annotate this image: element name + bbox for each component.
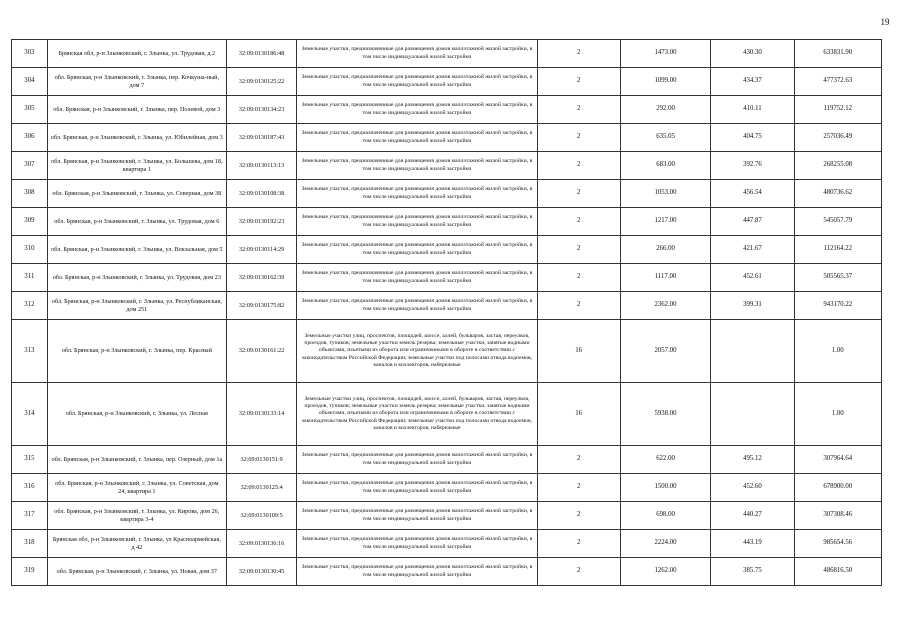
address-cell: Брянская обл, р-н Злынковский, г. Злынка, ул. Трудовая, д 2 [47,40,226,68]
cadastral-number-cell: 32:09:0130161:22 [226,320,297,383]
cadastral-value-cell: 943170.22 [794,292,881,320]
row-number-cell: 306 [12,124,48,152]
group-code-cell: 2 [537,292,620,320]
specific-value-cell: 440.27 [711,502,794,530]
group-code-cell: 2 [537,236,620,264]
land-use-cell: Земельные участки, предназначенные для размещения домов малоэтажной жилой застройки, в том числе индивидуальной жилой застройки [297,502,537,530]
specific-value-cell: 421.67 [711,236,794,264]
land-use-cell: Земельные участки, предназначенные для размещения домов малоэтажной жилой застройки, в том числе индивидуальной жилой застройки [297,152,537,180]
land-use-cell: Земельные участки, предназначенные для размещения домов малоэтажной жилой застройки, в том числе индивидуальной жилой застройки [297,68,537,96]
address-cell: обл. Брянская, р-н Злынковский, г. Злынка, ул. Лесная [47,383,226,446]
group-code-cell: 2 [537,474,620,502]
address-cell: обл. Брянская, р-н Злынковский, г. Злынка, ул. Трудовая, дом 23 [47,264,226,292]
cadastral-value-cell: 119752.12 [794,96,881,124]
address-cell: обл. Брянская, р-н Злынковский, г. Злынка, пер. Полевой, дом 3 [47,96,226,124]
specific-value-cell: 443.19 [711,530,794,558]
row-number-cell: 303 [12,40,48,68]
cadastral-number-cell: 32:09:0130136:16 [226,530,297,558]
group-code-cell: 2 [537,180,620,208]
land-use-cell: Земельные участки, предназначенные для размещения домов малоэтажной жилой застройки, в том числе индивидуальной жилой застройки [297,96,537,124]
table-row [12,152,882,180]
area-cell: 683.00 [620,152,711,180]
land-use-cell: Земельные участки улиц, проспектов, площадей, шоссе, аллей, бульваров, застав, переулков, проездов, тупиков; земельные участки земель резерва; земельные участки, занятые водными объектами, изъятыми из оборота или ограниченными в обороте в соответствии с законодательством Российской Федерации; земельные участки под полосами отвода водоемов, каналов и коллекторов, набережные [297,320,537,383]
table-row [12,320,882,383]
specific-value-cell: 447.87 [711,208,794,236]
address-cell: обл. Брянская, р-н Злынковский, г. Злынка, пер. Кочкуша-ный, дом 7 [47,68,226,96]
row-number-cell: 312 [12,292,48,320]
area-cell: 1217.00 [620,208,711,236]
row-number-cell: 308 [12,180,48,208]
address-cell: обл. Брянская, р-н Злынковский, г. Злынка, ул. Вокзальная, дом 5 [47,236,226,264]
group-code-cell: 2 [537,446,620,474]
row-number-cell: 310 [12,236,48,264]
row-number-cell: 304 [12,68,48,96]
specific-value-cell: 456.54 [711,180,794,208]
table-row [12,558,882,586]
land-use-cell: Земельные участки, предназначенные для размещения домов малоэтажной жилой застройки, в том числе индивидуальной жилой застройки [297,124,537,152]
cadastral-number-cell: 32:09:0130175:82 [226,292,297,320]
specific-value-cell: 434.37 [711,68,794,96]
group-code-cell: 2 [537,208,620,236]
cadastral-number-cell: 32:09:0130125:4 [226,474,297,502]
row-number-cell: 319 [12,558,48,586]
cadastral-number-cell: 32:09:0130151:9 [226,446,297,474]
land-parcel-table [11,39,882,586]
cadastral-value-cell: 257036.49 [794,124,881,152]
area-cell: 698.00 [620,502,711,530]
cadastral-number-cell: 32:09:0130192:23 [226,208,297,236]
table-row [12,474,882,502]
group-code-cell: 2 [537,152,620,180]
group-code-cell: 2 [537,558,620,586]
area-cell: 5938.00 [620,383,711,446]
row-number-cell: 314 [12,383,48,446]
cadastral-value-cell: 477372.63 [794,68,881,96]
row-number-cell: 305 [12,96,48,124]
table-row [12,40,882,68]
area-cell: 1117.00 [620,264,711,292]
address-cell: обл. Брянская, р-н Злынковский, г. Злынка, пер. Озерный, дом 1а [47,446,226,474]
table-row [12,236,882,264]
address-cell: обл. Брянская, р-н Злынковский, г. Злынка, ул. Трудовая, дом 6 [47,208,226,236]
cadastral-value-cell: 268255.08 [794,152,881,180]
specific-value-cell: 392.76 [711,152,794,180]
address-cell: обл. Брянская, р-н Злынковский, г. Злынка, ул. Большева, дом 18, квартира 1 [47,152,226,180]
cadastral-number-cell: 32:09:0130108:38 [226,180,297,208]
land-use-cell: Земельные участки, предназначенные для размещения домов малоэтажной жилой застройки, в том числе индивидуальной жилой застройки [297,40,537,68]
cadastral-value-cell: 307308.46 [794,502,881,530]
area-cell: 1053.00 [620,180,711,208]
cadastral-value-cell: 633831.90 [794,40,881,68]
address-cell: обл. Брянская, р-н Злынковский, г. Злынка, ул. Советская, дом 24, квартира 1 [47,474,226,502]
group-code-cell: 2 [537,530,620,558]
row-number-cell: 309 [12,208,48,236]
land-use-cell: Земельные участки, предназначенные для размещения домов малоэтажной жилой застройки, в том числе индивидуальной жилой застройки [297,208,537,236]
area-cell: 266.00 [620,236,711,264]
cadastral-number-cell: 32:09:0130125:22 [226,68,297,96]
group-code-cell: 16 [537,383,620,446]
specific-value-cell: 452.61 [711,264,794,292]
group-code-cell: 2 [537,68,620,96]
area-cell: 622.00 [620,446,711,474]
area-cell: 1473.00 [620,40,711,68]
table-row [12,124,882,152]
table-row [12,446,882,474]
cadastral-number-cell: 32:09:0130130:45 [226,558,297,586]
specific-value-cell: 452.60 [711,474,794,502]
row-number-cell: 317 [12,502,48,530]
address-cell: обл. Брянская, р-н Злынковский, г. Злынка, ул. Юбилейная, дом 3 [47,124,226,152]
specific-value-cell [711,320,794,383]
land-use-cell: Земельные участки, предназначенные для размещения домов малоэтажной жилой застройки, в том числе индивидуальной жилой застройки [297,558,537,586]
address-cell: обл. Брянская, р-н Злынковский, г. Злынка, ул. Северная, дом 38 [47,180,226,208]
specific-value-cell: 430.30 [711,40,794,68]
cadastral-value-cell: 1.00 [794,383,881,446]
page-number: 19 [880,17,890,27]
table-row [12,96,882,124]
cadastral-value-cell: 307964.64 [794,446,881,474]
area-cell: 2362.00 [620,292,711,320]
land-use-cell: Земельные участки, предназначенные для размещения домов малоэтажной жилой застройки, в том числе индивидуальной жилой застройки [297,530,537,558]
specific-value-cell: 385.75 [711,558,794,586]
specific-value-cell: 495.12 [711,446,794,474]
table-row [12,292,882,320]
group-code-cell: 2 [537,96,620,124]
area-cell: 2057.00 [620,320,711,383]
address-cell: обл. Брянская, р-н Злынковский, г. Злынка, пер. Красный [47,320,226,383]
cadastral-number-cell: 32:09:0130109:5 [226,502,297,530]
cadastral-number-cell: 32:09:0130186:48 [226,40,297,68]
cadastral-value-cell: 1.00 [794,320,881,383]
row-number-cell: 307 [12,152,48,180]
cadastral-number-cell: 32:09:0130134:23 [226,96,297,124]
cadastral-value-cell: 985654.56 [794,530,881,558]
group-code-cell: 2 [537,124,620,152]
cadastral-number-cell: 32:09:0130114:29 [226,236,297,264]
cadastral-number-cell: 32:09:0130133:14 [226,383,297,446]
group-code-cell: 2 [537,264,620,292]
row-number-cell: 318 [12,530,48,558]
specific-value-cell: 410.11 [711,96,794,124]
address-cell: обл. Брянская, р-н Злынковский, г. Злынка, ул. Республиканская, дом 251 [47,292,226,320]
table-row [12,180,882,208]
land-use-cell: Земельные участки, предназначенные для размещения домов малоэтажной жилой застройки, в том числе индивидуальной жилой застройки [297,180,537,208]
address-cell: обл. Брянская, р-н Злынковский, г. Злынка, ул. Новая, дом 37 [47,558,226,586]
table-row [12,68,882,96]
row-number-cell: 315 [12,446,48,474]
area-cell: 1500.00 [620,474,711,502]
cadastral-value-cell: 486816.50 [794,558,881,586]
area-cell: 1262.00 [620,558,711,586]
land-use-cell: Земельные участки, предназначенные для размещения домов малоэтажной жилой застройки, в том числе индивидуальной жилой застройки [297,474,537,502]
table-body [12,40,882,586]
specific-value-cell: 399.31 [711,292,794,320]
land-use-cell: Земельные участки, предназначенные для размещения домов малоэтажной жилой застройки, в том числе индивидуальной жилой застройки [297,292,537,320]
specific-value-cell [711,383,794,446]
land-use-cell: Земельные участки, предназначенные для размещения домов малоэтажной жилой застройки, в том числе индивидуальной жилой застройки [297,236,537,264]
land-use-cell: Земельные участки, предназначенные для размещения домов малоэтажной жилой застройки, в том числе индивидуальной жилой застройки [297,446,537,474]
specific-value-cell: 404.75 [711,124,794,152]
table-row [12,264,882,292]
area-cell: 292.00 [620,96,711,124]
area-cell: 2224.00 [620,530,711,558]
cadastral-value-cell: 678900.00 [794,474,881,502]
table-row [12,530,882,558]
row-number-cell: 313 [12,320,48,383]
area-cell: 635.05 [620,124,711,152]
cadastral-number-cell: 32:09:0130187:43 [226,124,297,152]
land-use-cell: Земельные участки, предназначенные для размещения домов малоэтажной жилой застройки, в том числе индивидуальной жилой застройки [297,264,537,292]
cadastral-number-cell: 32:09:0130162:39 [226,264,297,292]
cadastral-number-cell: 32:09:0130113:13 [226,152,297,180]
land-use-cell: Земельные участки улиц, проспектов, площадей, шоссе, аллей, бульваров, застав, переулков, проездов, тупиков; земельные участки земель резерва; земельные участки, занятые водными объектами, изъятыми из оборота или ограниченными в обороте в соответствии с законодательством Российской Федерации; земельные участки под полосами отвода водоемов, каналов и коллекторов, набережные [297,383,537,446]
row-number-cell: 311 [12,264,48,292]
group-code-cell: 2 [537,502,620,530]
table-row [12,383,882,446]
cadastral-value-cell: 480736.62 [794,180,881,208]
cadastral-value-cell: 545057.79 [794,208,881,236]
table-row [12,502,882,530]
address-cell: обл. Брянская, р-н Злынковский, г. Злынка, ул. Кирова, дом 26, квартира 3-4 [47,502,226,530]
group-code-cell: 16 [537,320,620,383]
table-row [12,208,882,236]
address-cell: Брянская обл, р-н Злынковский, г. Злынка, ул Красноармейская, д 42 [47,530,226,558]
area-cell: 1099.00 [620,68,711,96]
cadastral-value-cell: 505565.37 [794,264,881,292]
row-number-cell: 316 [12,474,48,502]
cadastral-value-cell: 112164.22 [794,236,881,264]
group-code-cell: 2 [537,40,620,68]
